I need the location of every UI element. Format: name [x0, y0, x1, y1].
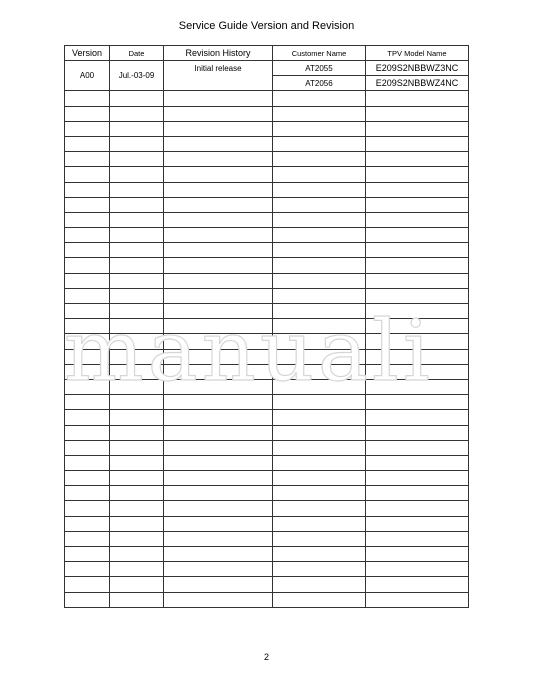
- empty-cell: [110, 258, 164, 273]
- empty-cell: [65, 106, 110, 121]
- empty-table-row: [65, 501, 469, 516]
- empty-cell: [164, 516, 273, 531]
- empty-cell: [164, 288, 273, 303]
- empty-cell: [164, 152, 273, 167]
- empty-cell: [65, 547, 110, 562]
- empty-cell: [164, 121, 273, 136]
- empty-cell: [164, 182, 273, 197]
- empty-cell: [366, 258, 469, 273]
- empty-cell: [273, 516, 366, 531]
- empty-cell: [110, 410, 164, 425]
- empty-cell: [273, 136, 366, 151]
- empty-cell: [110, 243, 164, 258]
- empty-table-row: [65, 212, 469, 227]
- empty-cell: [110, 136, 164, 151]
- empty-cell: [273, 577, 366, 592]
- empty-cell: [273, 258, 366, 273]
- empty-cell: [273, 182, 366, 197]
- empty-cell: [110, 364, 164, 379]
- empty-cell: [65, 577, 110, 592]
- empty-cell: [65, 395, 110, 410]
- empty-cell: [110, 91, 164, 106]
- empty-cell: [65, 228, 110, 243]
- header-customer-name: Customer Name: [273, 46, 366, 61]
- empty-cell: [366, 288, 469, 303]
- empty-cell: [164, 531, 273, 546]
- empty-cell: [65, 288, 110, 303]
- empty-cell: [273, 273, 366, 288]
- empty-cell: [110, 486, 164, 501]
- empty-table-row: [65, 486, 469, 501]
- empty-cell: [366, 212, 469, 227]
- empty-table-row: [65, 334, 469, 349]
- empty-cell: [110, 334, 164, 349]
- empty-cell: [65, 167, 110, 182]
- header-version: Version: [65, 46, 110, 61]
- empty-table-row: [65, 136, 469, 151]
- empty-cell: [65, 531, 110, 546]
- empty-cell: [273, 592, 366, 607]
- empty-cell: [110, 531, 164, 546]
- empty-cell: [65, 455, 110, 470]
- empty-cell: [65, 334, 110, 349]
- empty-table-row: [65, 547, 469, 562]
- empty-cell: [164, 273, 273, 288]
- empty-cell: [366, 136, 469, 151]
- empty-cell: [110, 273, 164, 288]
- header-date: Date: [110, 46, 164, 61]
- empty-table-row: [65, 425, 469, 440]
- empty-cell: [164, 304, 273, 319]
- empty-cell: [164, 197, 273, 212]
- empty-cell: [164, 562, 273, 577]
- empty-cell: [366, 547, 469, 562]
- empty-cell: [65, 364, 110, 379]
- empty-cell: [366, 319, 469, 334]
- empty-cell: [366, 167, 469, 182]
- empty-cell: [164, 395, 273, 410]
- empty-cell: [110, 547, 164, 562]
- empty-cell: [110, 425, 164, 440]
- empty-cell: [110, 167, 164, 182]
- empty-cell: [273, 121, 366, 136]
- empty-cell: [65, 91, 110, 106]
- empty-cell: [366, 152, 469, 167]
- empty-cell: [110, 455, 164, 470]
- empty-cell: [164, 243, 273, 258]
- version-cell: A00: [65, 61, 110, 91]
- date-cell: Jul.-03-09: [110, 61, 164, 91]
- empty-cell: [273, 91, 366, 106]
- empty-cell: [110, 349, 164, 364]
- empty-cell: [110, 592, 164, 607]
- empty-cell: [164, 440, 273, 455]
- empty-cell: [366, 228, 469, 243]
- empty-cell: [273, 288, 366, 303]
- empty-cell: [273, 197, 366, 212]
- empty-table-row: [65, 410, 469, 425]
- empty-cell: [273, 364, 366, 379]
- empty-cell: [110, 440, 164, 455]
- empty-cell: [65, 152, 110, 167]
- empty-cell: [366, 91, 469, 106]
- empty-cell: [366, 395, 469, 410]
- empty-cell: [110, 395, 164, 410]
- empty-table-row: [65, 319, 469, 334]
- empty-table-row: [65, 562, 469, 577]
- empty-cell: [366, 182, 469, 197]
- empty-cell: [273, 425, 366, 440]
- empty-table-row: [65, 395, 469, 410]
- empty-cell: [366, 577, 469, 592]
- empty-cell: [366, 501, 469, 516]
- empty-cell: [164, 592, 273, 607]
- empty-cell: [110, 471, 164, 486]
- page-number: 2: [263, 652, 269, 662]
- empty-cell: [65, 562, 110, 577]
- empty-cell: [164, 471, 273, 486]
- empty-cell: [164, 364, 273, 379]
- table-header-row: [65, 46, 469, 61]
- empty-cell: [110, 197, 164, 212]
- empty-cell: [366, 243, 469, 258]
- empty-table-row: [65, 167, 469, 182]
- empty-cell: [273, 334, 366, 349]
- empty-cell: [366, 471, 469, 486]
- empty-cell: [366, 516, 469, 531]
- page-title: Service Guide Version and Revision: [178, 20, 355, 32]
- empty-cell: [110, 106, 164, 121]
- empty-table-row: [65, 592, 469, 607]
- empty-cell: [65, 410, 110, 425]
- empty-table-row: [65, 471, 469, 486]
- empty-cell: [164, 349, 273, 364]
- model-name-cell: E209S2NBBWZ4NC: [366, 76, 469, 91]
- empty-cell: [110, 562, 164, 577]
- empty-cell: [65, 212, 110, 227]
- empty-cell: [65, 516, 110, 531]
- empty-cell: [366, 121, 469, 136]
- empty-cell: [273, 167, 366, 182]
- empty-cell: [164, 486, 273, 501]
- empty-cell: [273, 319, 366, 334]
- empty-cell: [164, 106, 273, 121]
- empty-table-row: [65, 243, 469, 258]
- empty-cell: [273, 486, 366, 501]
- header-revision-history: Revision History: [164, 46, 273, 61]
- empty-cell: [164, 136, 273, 151]
- empty-table-row: [65, 182, 469, 197]
- empty-cell: [366, 592, 469, 607]
- empty-cell: [273, 531, 366, 546]
- empty-cell: [273, 562, 366, 577]
- empty-cell: [65, 486, 110, 501]
- empty-cell: [65, 273, 110, 288]
- empty-cell: [273, 501, 366, 516]
- empty-cell: [273, 212, 366, 227]
- empty-cell: [164, 212, 273, 227]
- empty-table-row: [65, 364, 469, 379]
- empty-table-row: [65, 440, 469, 455]
- empty-cell: [164, 379, 273, 394]
- empty-cell: [366, 562, 469, 577]
- empty-cell: [164, 91, 273, 106]
- empty-cell: [164, 167, 273, 182]
- empty-cell: [65, 471, 110, 486]
- empty-cell: [65, 243, 110, 258]
- empty-cell: [65, 182, 110, 197]
- empty-cell: [110, 288, 164, 303]
- empty-cell: [273, 243, 366, 258]
- empty-table-row: [65, 228, 469, 243]
- empty-cell: [110, 379, 164, 394]
- empty-cell: [164, 410, 273, 425]
- empty-cell: [273, 471, 366, 486]
- empty-cell: [164, 228, 273, 243]
- empty-cell: [366, 197, 469, 212]
- empty-table-row: [65, 121, 469, 136]
- revision-table: [64, 45, 469, 608]
- empty-cell: [110, 319, 164, 334]
- empty-table-row: [65, 577, 469, 592]
- empty-table-row: [65, 106, 469, 121]
- customer-name-cell: AT2055: [273, 61, 366, 76]
- empty-cell: [366, 531, 469, 546]
- empty-table-row: [65, 531, 469, 546]
- empty-table-row: [65, 91, 469, 106]
- empty-cell: [366, 349, 469, 364]
- empty-cell: [164, 334, 273, 349]
- empty-table-row: [65, 455, 469, 470]
- empty-cell: [366, 273, 469, 288]
- empty-cell: [164, 425, 273, 440]
- empty-table-row: [65, 379, 469, 394]
- empty-cell: [273, 349, 366, 364]
- empty-cell: [366, 106, 469, 121]
- table-row: [65, 61, 469, 76]
- empty-cell: [164, 455, 273, 470]
- empty-cell: [164, 258, 273, 273]
- empty-cell: [110, 182, 164, 197]
- empty-cell: [65, 136, 110, 151]
- empty-table-row: [65, 304, 469, 319]
- empty-table-row: [65, 349, 469, 364]
- empty-cell: [65, 197, 110, 212]
- empty-table-row: [65, 288, 469, 303]
- empty-cell: [164, 547, 273, 562]
- empty-cell: [110, 152, 164, 167]
- empty-cell: [273, 455, 366, 470]
- empty-cell: [164, 319, 273, 334]
- empty-cell: [65, 501, 110, 516]
- empty-cell: [366, 334, 469, 349]
- empty-cell: [110, 121, 164, 136]
- empty-cell: [110, 304, 164, 319]
- empty-table-row: [65, 258, 469, 273]
- empty-cell: [273, 106, 366, 121]
- empty-cell: [366, 364, 469, 379]
- empty-table-row: [65, 197, 469, 212]
- empty-cell: [65, 304, 110, 319]
- model-name-cell: E209S2NBBWZ3NC: [366, 61, 469, 76]
- empty-cell: [65, 440, 110, 455]
- empty-cell: [164, 577, 273, 592]
- empty-table-row: [65, 516, 469, 531]
- empty-cell: [65, 121, 110, 136]
- empty-cell: [366, 379, 469, 394]
- empty-cell: [273, 228, 366, 243]
- empty-cell: [366, 455, 469, 470]
- empty-cell: [65, 349, 110, 364]
- empty-cell: [273, 379, 366, 394]
- empty-cell: [366, 425, 469, 440]
- empty-cell: [273, 410, 366, 425]
- empty-cell: [366, 410, 469, 425]
- empty-cell: [65, 425, 110, 440]
- empty-cell: [273, 152, 366, 167]
- customer-name-cell: AT2056: [273, 76, 366, 91]
- empty-table-row: [65, 273, 469, 288]
- empty-cell: [65, 379, 110, 394]
- empty-table-row: [65, 152, 469, 167]
- empty-cell: [110, 501, 164, 516]
- empty-cell: [273, 547, 366, 562]
- empty-cell: [366, 440, 469, 455]
- empty-cell: [65, 258, 110, 273]
- revision-history-cell: Initial release: [164, 61, 273, 91]
- empty-cell: [65, 319, 110, 334]
- empty-cell: [110, 228, 164, 243]
- empty-cell: [366, 486, 469, 501]
- header-tpv-model-name: TPV Model Name: [366, 46, 469, 61]
- empty-cell: [110, 516, 164, 531]
- empty-cell: [366, 304, 469, 319]
- empty-cell: [110, 212, 164, 227]
- watermark-text: manuali: [64, 304, 434, 384]
- empty-cell: [65, 592, 110, 607]
- empty-cell: [164, 501, 273, 516]
- empty-cell: [110, 577, 164, 592]
- empty-cell: [273, 440, 366, 455]
- empty-cell: [273, 395, 366, 410]
- empty-cell: [273, 304, 366, 319]
